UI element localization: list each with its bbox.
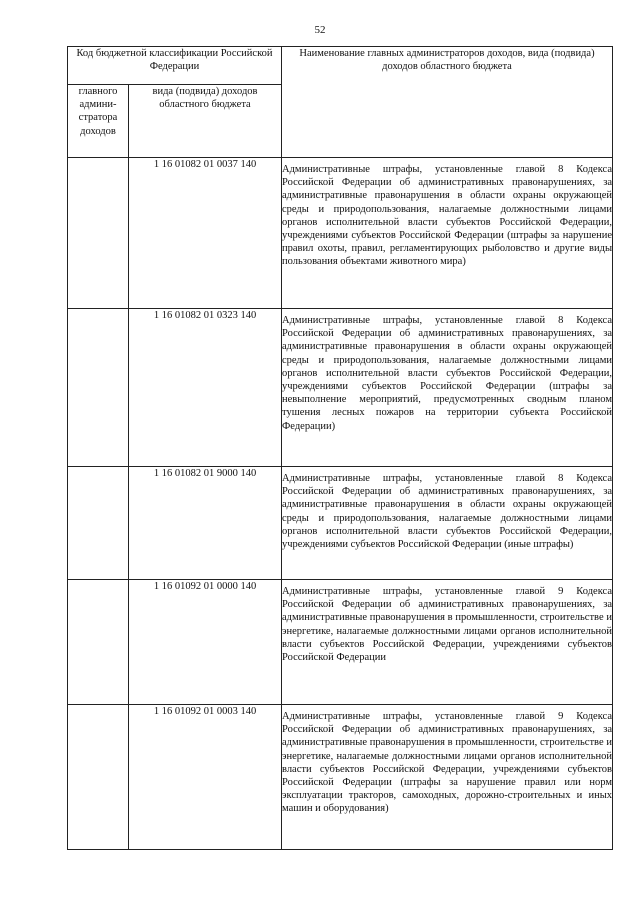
- revenue-name-text: Административные штрафы, установленные главой 8 Кодекса Российской Федерации об административных правонарушениях, за административные правонарушения в области охраны окружающей среды и природопользования, налагаемые должностными лицами органов исполнительной власти субъектов Российской Федерации, учреждениями субъектов Российской Федерации (иные штрафы): [282, 473, 612, 551]
- admin-code-cell: [68, 580, 129, 705]
- revenue-name-text: Административные штрафы, установленные главой 8 Кодекса Российской Федерации об административных правонарушениях, за административные правонарушения в области охраны окружающей среды и природопользования, налагаемые должностными лицами органов исполнительной власти субъектов Российской Федерации, учреждениями субъектов Российской Федерации (штрафы за невыполнение мероприятий, предусмотренных сводным планом тушения лесных пожаров на территории субъекта Российской Федерации): [282, 315, 612, 432]
- table-row: [68, 705, 613, 850]
- table-row: [68, 309, 613, 467]
- revenue-name-cell: [282, 705, 613, 850]
- admin-code-cell: [68, 705, 129, 850]
- revenue-code-cell: 1 16 01082 01 0037 140: [129, 158, 282, 309]
- admin-code-cell: [68, 467, 129, 580]
- page-number: 52: [314, 24, 326, 36]
- revenue-code-cell: 1 16 01092 01 0000 140: [129, 580, 282, 705]
- budget-classification-table: [67, 46, 613, 850]
- header-revenue-type: вида (подвида) доходов областного бюджета: [129, 85, 282, 158]
- revenue-code-cell: 1 16 01082 01 0323 140: [129, 309, 282, 467]
- revenue-name-text: Административные штрафы, установленные главой 9 Кодекса Российской Федерации об административных правонарушениях, за административные правонарушения в промышленности, строительстве и энергетике, налагаемые должностными лицами органов исполнительной власти субъектов Российской Федерации, учреждениями субъектов Российской Федерации: [282, 586, 612, 664]
- header-main-administrator: главного админи-стратора доходов: [68, 85, 129, 158]
- revenue-name-text: Административные штрафы, установленные главой 8 Кодекса Российской Федерации об административных правонарушениях, за административные правонарушения в области охраны окружающей среды и природопользования, налагаемые должностными лицами органов исполнительной власти субъектов Российской Федерации, учреждениями субъектов Российской Федерации (штрафы за нарушение правил охоты, правил, регламентирующих рыболовство и другие виды пользования объектами животного мира): [282, 164, 612, 268]
- table-row: [68, 158, 613, 309]
- header-administrator-name: Наименование главных администраторов доходов, вида (подвида) доходов областного бюджета: [282, 47, 613, 158]
- revenue-code-cell: 1 16 01092 01 0003 140: [129, 705, 282, 850]
- revenue-name-cell: [282, 580, 613, 705]
- revenue-name-cell: [282, 309, 613, 467]
- table-row: [68, 580, 613, 705]
- revenue-name-cell: [282, 467, 613, 580]
- revenue-code-cell: 1 16 01082 01 9000 140: [129, 467, 282, 580]
- revenue-name-text: Административные штрафы, установленные главой 9 Кодекса Российской Федерации об административных правонарушениях, за административные правонарушения в промышленности, строительстве и энергетике, налагаемые должностными лицами органов исполнительной власти субъектов Российской Федерации, учреждениями субъектов Российской Федерации (штрафы за нарушение правил или норм эксплуатации тракторов, самоходных, дорожно-строительных и иных машин и оборудования): [282, 711, 612, 815]
- table-row: [68, 467, 613, 580]
- admin-code-cell: [68, 158, 129, 309]
- revenue-name-cell: [282, 158, 613, 309]
- header-classification-code: Код бюджетной классификации Российской Федерации: [68, 47, 282, 85]
- admin-code-cell: [68, 309, 129, 467]
